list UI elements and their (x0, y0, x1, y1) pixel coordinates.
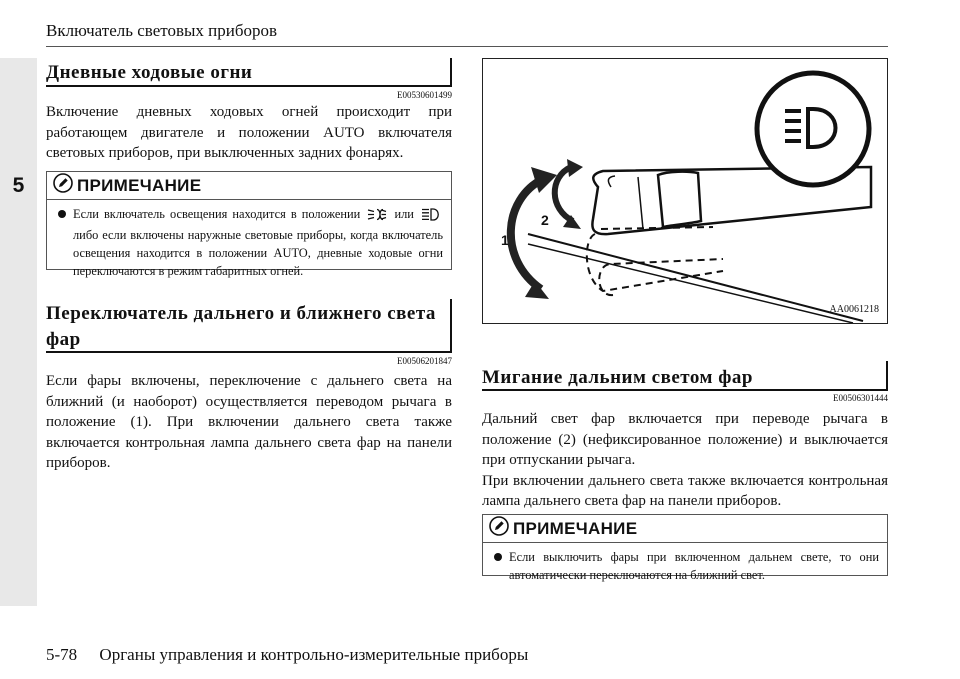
chapter-side-tab (0, 58, 37, 606)
note-1-text-or: или (394, 207, 414, 221)
page-number: 5-78 (46, 645, 78, 664)
section-daytime-heading (46, 58, 452, 87)
section-daytime-code: E00530601499 (397, 90, 452, 100)
note-2-box (482, 514, 888, 582)
bullet-icon (58, 210, 66, 218)
section-flash-paragraph-1: Дальний свет фар включается при переводе рычага в положение (2) (нефиксированное положение) и выключается при отпускании рычага. (482, 411, 888, 468)
note-1-header (47, 172, 451, 200)
page-footer (46, 645, 528, 665)
note-1-label: ПРИМЕЧАНИЕ (77, 175, 202, 195)
section-switch-code: E00506201847 (397, 356, 452, 366)
note-1-text-part1: Если включатель освещения находится в положении (73, 207, 361, 221)
position-lamp-icon (367, 208, 387, 226)
note-1-box (46, 171, 452, 278)
section-flash-heading (482, 361, 888, 391)
note-2-label: ПРИМЕЧАНИЕ (513, 518, 638, 538)
note-2-text: Если выключить фары при включенном дальнем свете, то они автоматически переключаются на ближний свет. (509, 550, 879, 582)
running-header-title: Включатель световых приборов (46, 21, 278, 40)
footer-chapter-title: Органы управления и контрольно-измерительные приборы (99, 645, 529, 664)
section-daytime-text: Включение дневных ходовых огней происходит при работающем двигателе и положении AUTO включателя световых приборов, при выключенных задних фонарях. (46, 104, 452, 161)
section-switch-text: Если фары включены, переключение с дальнего света на ближний (и наоборот) осуществляется переводом рычага в положение (1). При включении дальнего света также включается контрольная лампа дальнего света фар на панели приборов. (46, 373, 452, 471)
lever-illustration (483, 59, 887, 323)
section-flash-title: Мигание дальним светом фар (482, 367, 753, 388)
figure-code: AA0061218 (829, 304, 879, 315)
headlamp-icon (421, 208, 441, 226)
bullet-icon (494, 553, 502, 561)
figure-label-2: 2 (541, 212, 549, 228)
note-pencil-icon (489, 516, 509, 541)
chapter-number: 5 (12, 174, 25, 197)
section-flash-paragraph-2: При включении дальнего света также включается контрольная лампа дальнего света фар на панели приборов. (482, 472, 888, 509)
section-flash-text (482, 409, 888, 512)
note-pencil-icon (53, 173, 73, 198)
section-daytime-title: Дневные ходовые огни (46, 62, 253, 83)
note-2-header (483, 515, 887, 543)
note-1-text-part2: либо если включены наружные световые приборы, когда включатель освещения находится в положении AUTO, дневные ходовые огни переключаются в режим габаритных огней. (73, 228, 443, 278)
note-2-body (483, 543, 887, 590)
note-1-body (47, 200, 451, 286)
figure-label-1: 1 (501, 232, 509, 248)
section-switch-title: Переключатель дальнего и ближнего света фар (46, 303, 436, 350)
header-rule (46, 46, 888, 47)
section-flash-code: E00506301444 (833, 393, 888, 403)
section-switch-heading (46, 299, 452, 353)
lever-figure (482, 58, 888, 324)
